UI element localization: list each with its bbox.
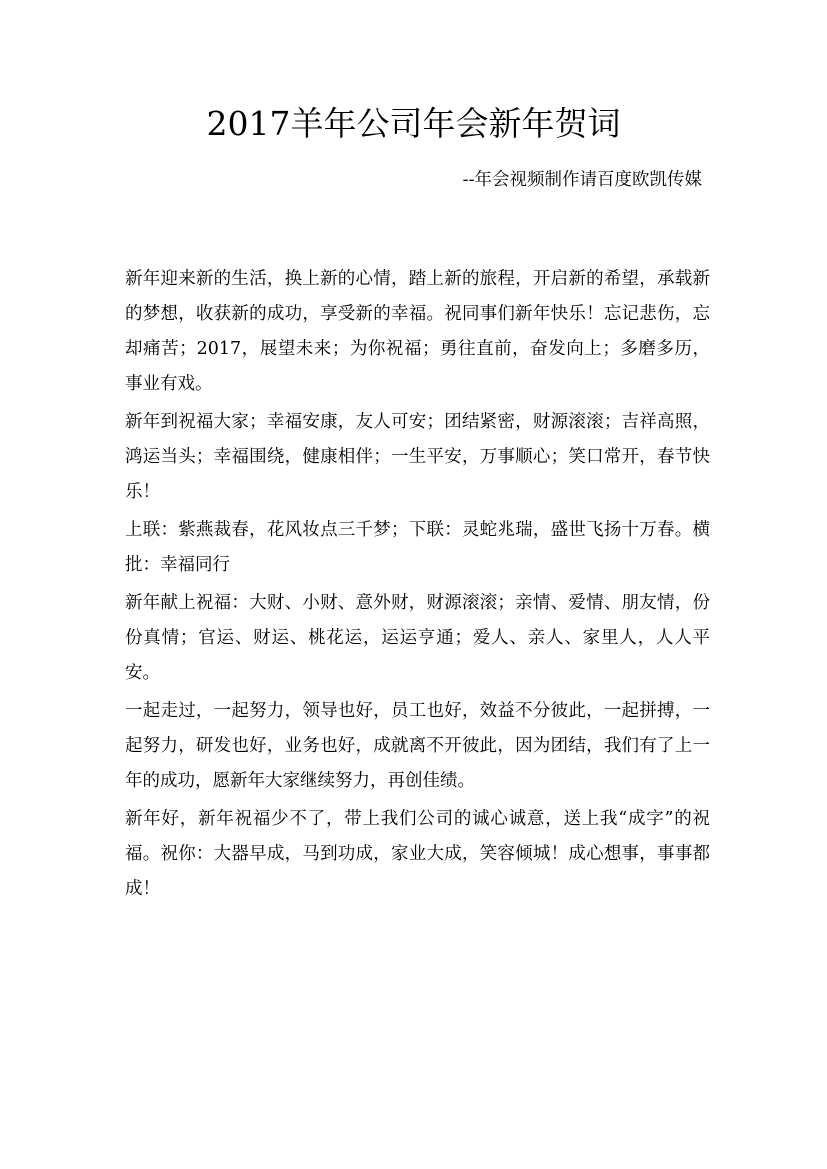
document-title: 2017羊年公司年会新年贺词: [206, 104, 621, 143]
paragraph-blessing: 新年到祝福大家；幸福安康，友人可安；团结紧密，财源滚滚；吉祥高照，鸿运当头；幸福围绕，健康相伴；一生平安，万事顺心；笑口常开，春节快乐！: [125, 412, 710, 502]
paragraph-wishes: 新年献上祝福：大财、小财、意外财，财源滚滚；亲情、爱情、朋友情，份份真情；官运、财运、桃花运，运运亨通；爱人、亲人、家里人，人人平安。: [125, 593, 710, 683]
document-body: [125, 262, 710, 910]
paragraph-closing: 新年好，新年祝福少不了，带上我们公司的诚心诚意，送上我“成字”的祝福。祝你：大器早成，马到功成，家业大成，笑容倾城！成心想事，事事都成！: [125, 809, 710, 899]
paragraph-greeting: 新年迎来新的生活，换上新的心情，踏上新的旅程，开启新的希望，承载新的梦想，收获新的成功，享受新的幸福。祝同事们新年快乐！忘记悲伤，忘却痛苦；2017，展望未来；为你祝福；勇往直前，奋发向上；多磨多历，事业有戏。: [125, 269, 710, 394]
paragraph-teamwork: 一起走过，一起努力，领导也好，员工也好，效益不分彼此，一起拼搏，一起努力，研发也好，业务也好，成就离不开彼此，因为团结，我们有了上一年的成功，愿新年大家继续努力，再创佳绩。: [125, 701, 710, 791]
document-subtitle: --年会视频制作请百度欧凯传媒: [462, 170, 702, 190]
paragraph-couplet: 上联：紫燕裁春，花风妆点三千梦；下联：灵蛇兆瑞，盛世飞扬十万春。横批：幸福同行: [125, 520, 710, 575]
